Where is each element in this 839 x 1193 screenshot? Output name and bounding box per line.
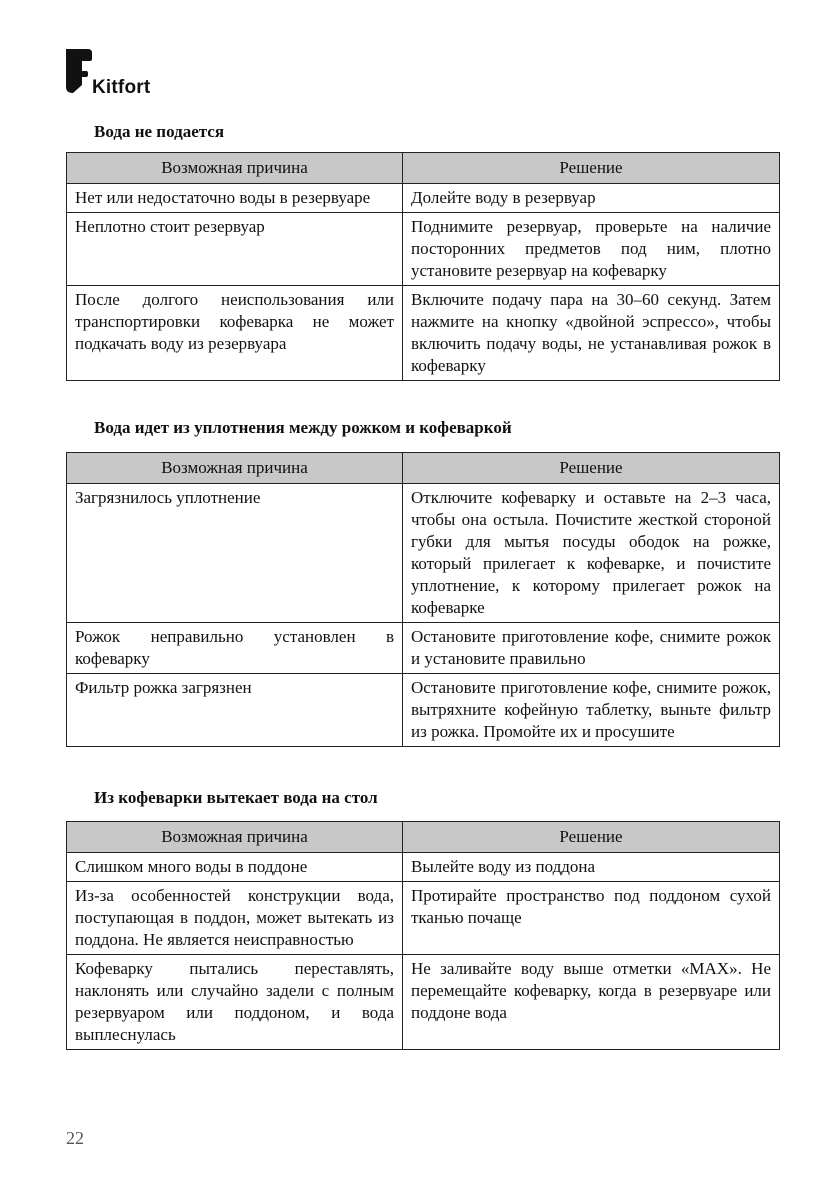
table-row xyxy=(67,484,780,623)
table-header-row xyxy=(67,822,780,853)
table-row xyxy=(67,882,780,955)
cause-cell: Загрязнилось уплотнение xyxy=(67,484,403,623)
table-row xyxy=(67,955,780,1050)
section-title-water-not-supplied: Вода не подается xyxy=(94,122,225,141)
solution-cell: Не заливайте воду выше отметки «MAX». Не перемещайте кофеварку, когда в резервуаре или поддоне вода xyxy=(403,955,780,1050)
solution-cell: Включите подачу пара на 30–60 секунд. Затем нажмите на кнопку «двойной эспрессо», чтобы включить подачу воды, не устанавливая рожок в кофеварку xyxy=(403,286,780,381)
column-header-solution: Решение xyxy=(403,822,780,853)
table-row xyxy=(67,184,780,213)
solution-cell: Отключите кофеварку и оставьте на 2–3 часа, чтобы она остыла. Почистите жесткой стороной губки для мытья посуды ободок на рожке, который прилегает к кофеварке, и почистите уплотнение, к которому прилегает рожок на кофеварке xyxy=(403,484,780,623)
column-header-cause: Возможная причина xyxy=(67,822,403,853)
column-header-solution: Решение xyxy=(403,453,780,484)
solution-cell: Остановите приготовление кофе, снимите рожок и установите правильно xyxy=(403,623,780,674)
column-header-cause: Возможная причина xyxy=(67,153,403,184)
table-header-row xyxy=(67,453,780,484)
kitfort-logo-icon xyxy=(64,47,94,95)
solution-cell: Поднимите резервуар, проверьте на наличие посторонних предметов под ним, плотно установите резервуар на кофеварку xyxy=(403,213,780,286)
page-number: 22 xyxy=(66,1128,84,1148)
section-title-leak-from-seal: Вода идет из уплотнения между рожком и кофеваркой xyxy=(94,418,512,437)
cause-cell: Из-за особенностей конструкции вода, поступающая в поддон, может вытекать из поддона. Не является неисправностью xyxy=(67,882,403,955)
table-row xyxy=(67,853,780,882)
column-header-solution: Решение xyxy=(403,153,780,184)
section-title-water-on-table: Из кофеварки вытекает вода на стол xyxy=(94,788,378,807)
cause-cell: После долгого неиспользования или транспортировки кофеварка не может подкачать воду из резервуара xyxy=(67,286,403,381)
brand-logo xyxy=(64,47,184,99)
cause-cell: Нет или недостаточно воды в резервуаре xyxy=(67,184,403,213)
brand-name: Kitfort xyxy=(92,77,151,98)
solution-cell: Вылейте воду из поддона xyxy=(403,853,780,882)
table-row xyxy=(67,674,780,747)
cause-cell: Фильтр рожка загрязнен xyxy=(67,674,403,747)
cause-cell: Неплотно стоит резервуар xyxy=(67,213,403,286)
troubleshooting-table-1 xyxy=(66,152,780,381)
table-header-row xyxy=(67,153,780,184)
table-row xyxy=(67,213,780,286)
solution-cell: Долейте воду в резервуар xyxy=(403,184,780,213)
table-row xyxy=(67,623,780,674)
cause-cell: Слишком много воды в поддоне xyxy=(67,853,403,882)
table-row xyxy=(67,286,780,381)
column-header-cause: Возможная причина xyxy=(67,453,403,484)
cause-cell: Рожок неправильно установлен в кофеварку xyxy=(67,623,403,674)
solution-cell: Остановите приготовление кофе, снимите рожок, вытряхните кофейную таблетку, выньте фильтр из рожка. Промойте их и просушите xyxy=(403,674,780,747)
troubleshooting-table-2 xyxy=(66,452,780,747)
troubleshooting-table-3 xyxy=(66,821,780,1050)
solution-cell: Протирайте пространство под поддоном сухой тканью почаще xyxy=(403,882,780,955)
cause-cell: Кофеварку пытались переставлять, наклонять или случайно задели с полным резервуаром или поддоном, и вода выплеснулась xyxy=(67,955,403,1050)
